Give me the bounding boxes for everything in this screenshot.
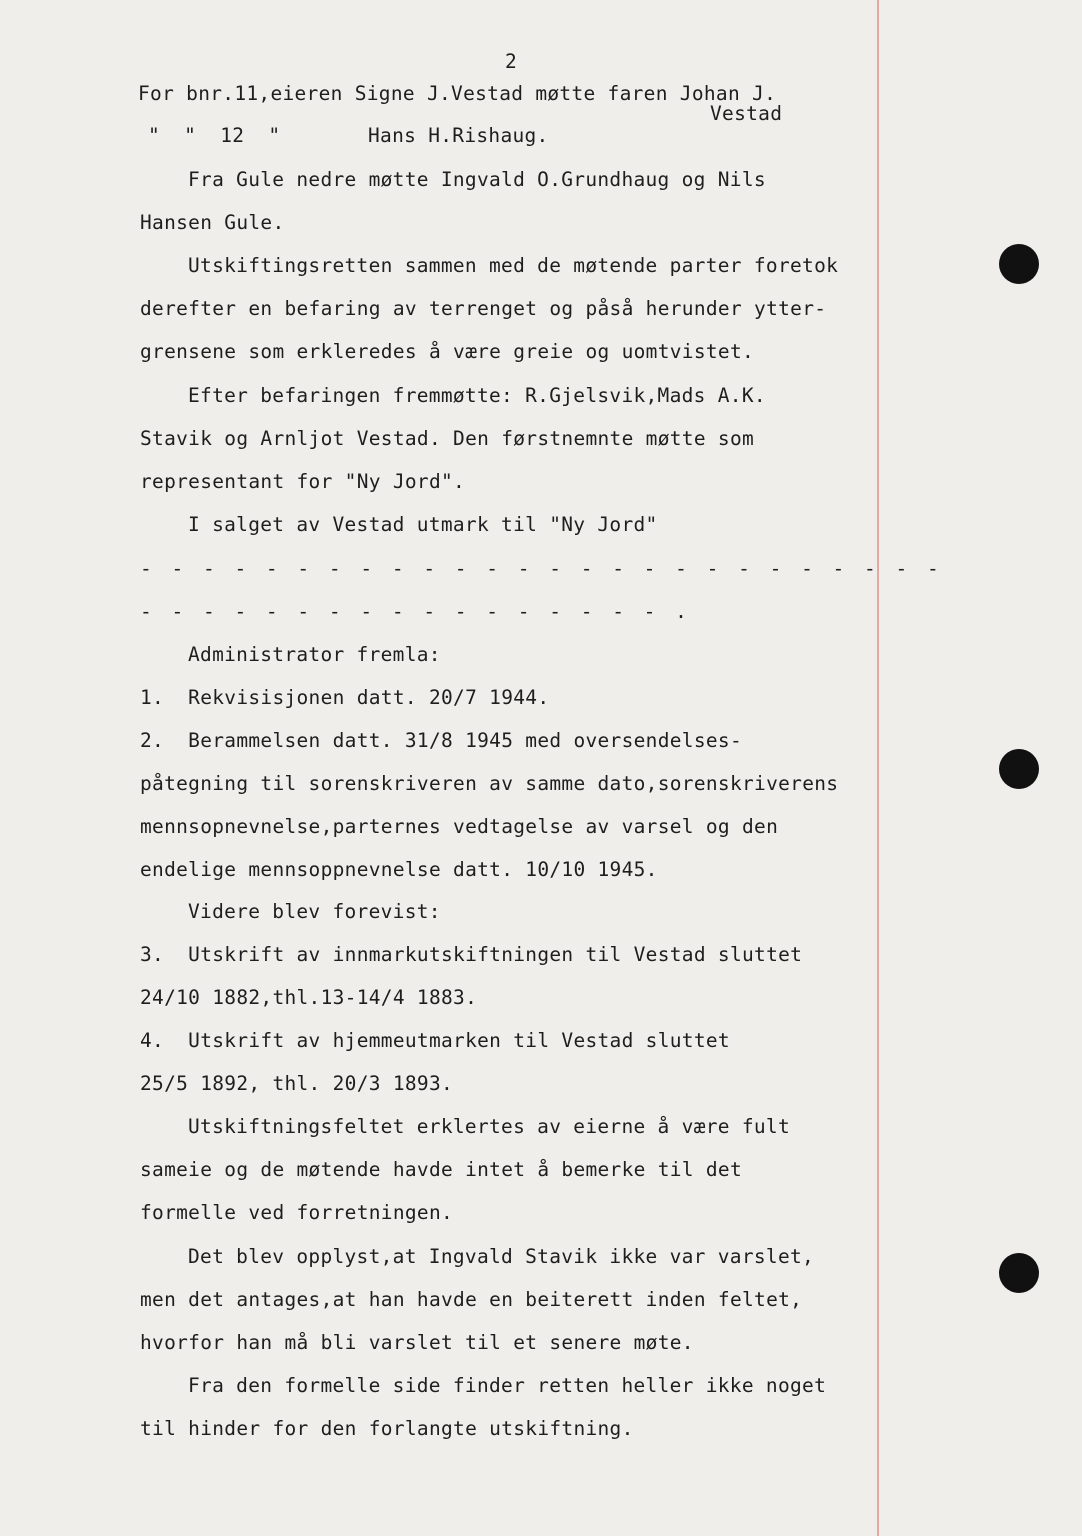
text-line: hvorfor han må bli varslet til et senere møte. [140, 1331, 694, 1354]
text-line: Utskiftningsfeltet erklertes av eierne å være fult [188, 1115, 790, 1138]
list-item: 1. Rekvisisjonen datt. 20/7 1944. [140, 686, 550, 709]
text-line: Efter befaringen fremmøtte: R.Gjelsvik,Mads A.K. [188, 384, 766, 407]
text-line: mennsopnevnelse,parternes vedtagelse av varsel og den [140, 815, 779, 838]
text-line: til hinder for den forlangte utskiftning. [140, 1417, 634, 1440]
text-line: representant for "Ny Jord". [140, 470, 466, 493]
text-line: men det antages,at han havde en beiterett inden feltet, [140, 1288, 803, 1311]
list-item: 4. Utskrift av hjemmeutmarken til Vestad sluttet [140, 1029, 730, 1052]
text-line: endelige mennsoppnevnelse datt. 10/10 1945. [140, 858, 658, 881]
text-line: 24/10 1882,thl.13-14/4 1883. [140, 986, 478, 1009]
text-line: 25/5 1892, thl. 20/3 1893. [140, 1072, 454, 1095]
text-line: Videre blev forevist: [188, 900, 441, 923]
punch-hole [999, 244, 1039, 284]
page-number: 2 [505, 50, 518, 73]
text-line: Stavik og Arnljot Vestad. Den førstnemnte møtte som [140, 427, 755, 450]
text-line: Administrator fremla: [188, 643, 441, 666]
header-line-1-continuation: Vestad [710, 102, 783, 125]
dash-filler-line: - - - - - - - - - - - - - - - - - . [140, 600, 691, 623]
header-ditto-marks: " " 12 " [148, 124, 281, 147]
list-item: 3. Utskrift av innmarkutskiftningen til Vestad sluttet [140, 943, 803, 966]
dash-filler-line: - - - - - - - - - - - - - - - - - - - - - - - - - - [140, 557, 943, 580]
text-line: påtegning til sorenskriveren av samme dato,sorenskriverens [140, 772, 839, 795]
punch-hole [999, 749, 1039, 789]
margin-rule [877, 0, 879, 1536]
text-line: Det blev opplyst,at Ingvald Stavik ikke var varslet, [188, 1245, 815, 1268]
text-line: Fra Gule nedre møtte Ingvald O.Grundhaug og Nils [188, 168, 766, 191]
text-line: I salget av Vestad utmark til "Ny Jord" [188, 513, 658, 536]
text-line: Utskiftingsretten sammen med de møtende parter foretok [188, 254, 839, 277]
text-line: sameie og de møtende havde intet å bemerke til det [140, 1158, 742, 1181]
text-line: formelle ved forretningen. [140, 1201, 454, 1224]
text-line: grensene som erkleredes å være greie og uomtvistet. [140, 340, 755, 363]
header-line-2-name: Hans H.Rishaug. [368, 124, 549, 147]
text-line: Fra den formelle side finder retten heller ikke noget [188, 1374, 827, 1397]
text-line: Hansen Gule. [140, 211, 285, 234]
list-item: 2. Berammelsen datt. 31/8 1945 med oversendelses- [140, 729, 742, 752]
header-line-1: For bnr.11,eieren Signe J.Vestad møtte faren Johan J. [138, 82, 777, 105]
text-line: derefter en befaring av terrenget og påså herunder ytter- [140, 297, 827, 320]
punch-hole [999, 1253, 1039, 1293]
